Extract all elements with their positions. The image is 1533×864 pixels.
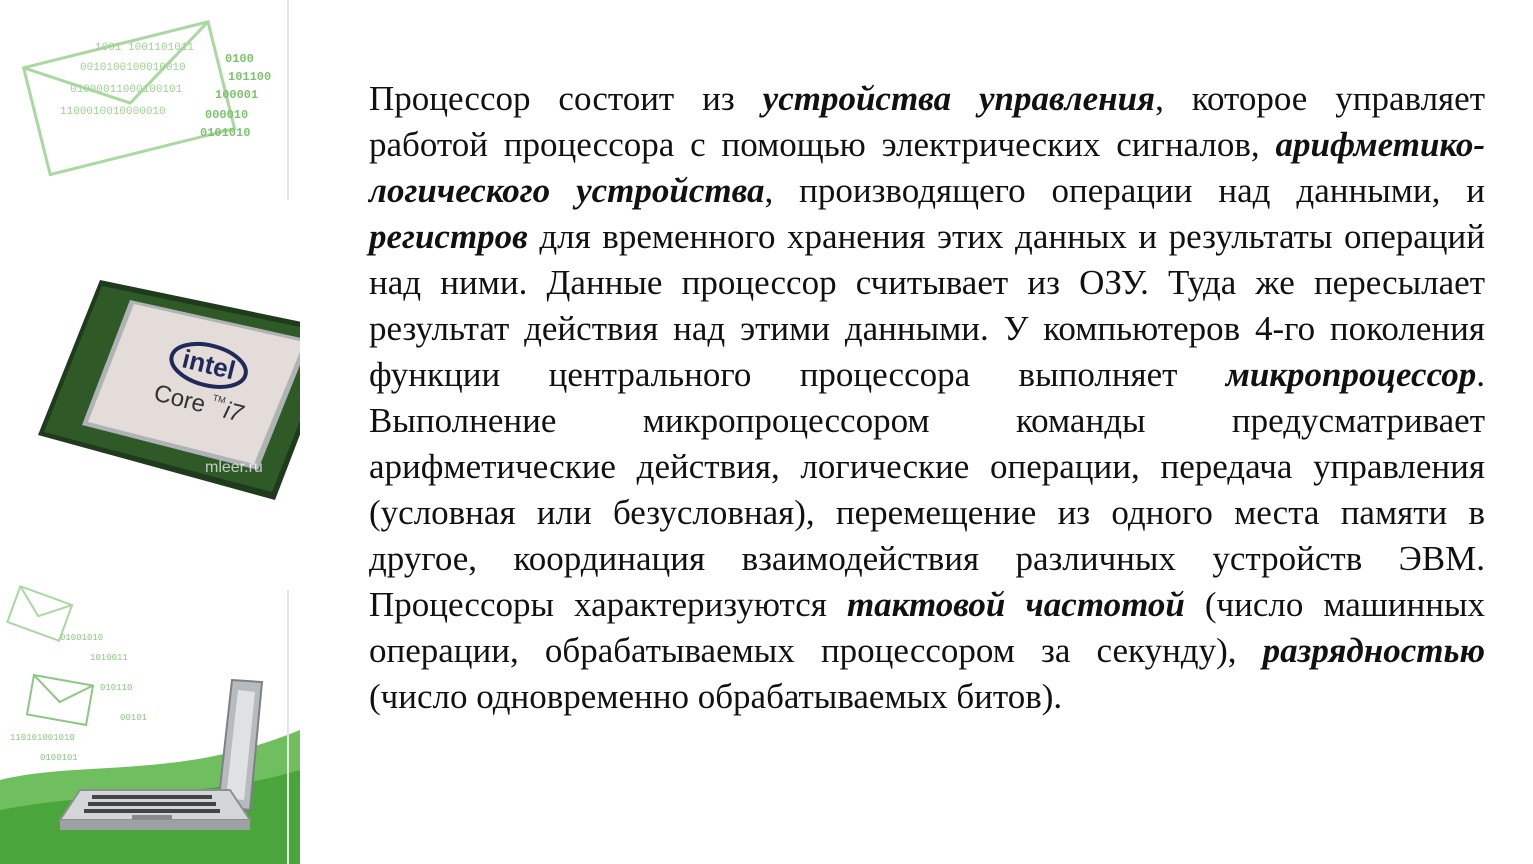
sidebar-illustration xyxy=(0,0,300,864)
chip-tm-label: TM xyxy=(211,392,227,406)
svg-text:101100: 101100 xyxy=(228,70,272,84)
text-segment: (число машинных операции, обрабатываемых процессором за секунду), xyxy=(369,585,1486,670)
svg-text:0100101: 0100101 xyxy=(40,753,78,763)
term-registers: регистров xyxy=(369,217,528,256)
text-segment: Процессор состоит из xyxy=(369,79,763,118)
chip-brand-label: intel xyxy=(179,343,239,386)
svg-text:00101: 00101 xyxy=(120,713,148,723)
divider-top xyxy=(287,0,289,200)
svg-text:01000011000100101: 01000011000100101 xyxy=(70,84,183,96)
svg-text:0101010: 0101010 xyxy=(200,126,251,140)
term-microprocessor: микропроцессор xyxy=(1225,355,1477,394)
text-segment: (число одновременно обрабатываемых битов). xyxy=(369,677,1063,716)
svg-text:1100010010000010: 1100010010000010 xyxy=(60,106,166,118)
text-segment: для временного хранения этих данных и результаты операций над ними. Данные процессор считывает из ОЗУ. Туда же пересылает результат действия над этими данными. У компьютеров 4-го поколения функции центрального процессора выполняет xyxy=(369,217,1485,394)
main-paragraph xyxy=(369,76,1485,720)
watermark-label: mleer.ru xyxy=(205,459,263,476)
divider-bottom xyxy=(287,590,289,864)
svg-text:1001 1001101011: 1001 1001101011 xyxy=(95,42,195,54)
chip-model-label: Core xyxy=(151,379,209,419)
svg-text:0100: 0100 xyxy=(225,52,254,66)
decorative-sidebar xyxy=(0,0,300,864)
svg-text:01001010: 01001010 xyxy=(60,633,104,643)
processor-chip-icon xyxy=(38,280,300,500)
svg-text:0010100100010010: 0010100100010010 xyxy=(80,62,186,74)
svg-text:100001: 100001 xyxy=(215,88,259,102)
term-control-unit: устройства управления xyxy=(762,79,1156,118)
svg-text:110101001010: 110101001010 xyxy=(10,733,75,743)
term-bit-width: разрядностью xyxy=(1262,631,1485,670)
term-alu: арифметико-логического устройства xyxy=(369,125,1485,210)
email-binary-top-icon xyxy=(24,22,272,175)
svg-text:010110: 010110 xyxy=(100,683,133,693)
term-clock-frequency: тактовой частотой xyxy=(846,585,1185,624)
svg-text:1010011: 1010011 xyxy=(90,653,128,663)
text-segment: , которое управляет работой процессора с помощью электрических сигналов, xyxy=(369,79,1485,164)
svg-text:000010: 000010 xyxy=(205,108,249,122)
chip-model-suffix-label: i7 xyxy=(221,396,246,428)
text-segment: , производящего операции над данными, и xyxy=(764,171,1485,210)
text-segment: . Выполнение микропроцессором команды предусматривает арифметические действия, логические операции, передача управления (условная или безусловная), перемещение из одного места памяти в другое, координация взаимодействия различных устройств ЭВМ. Процессоры характеризуются xyxy=(369,355,1485,624)
